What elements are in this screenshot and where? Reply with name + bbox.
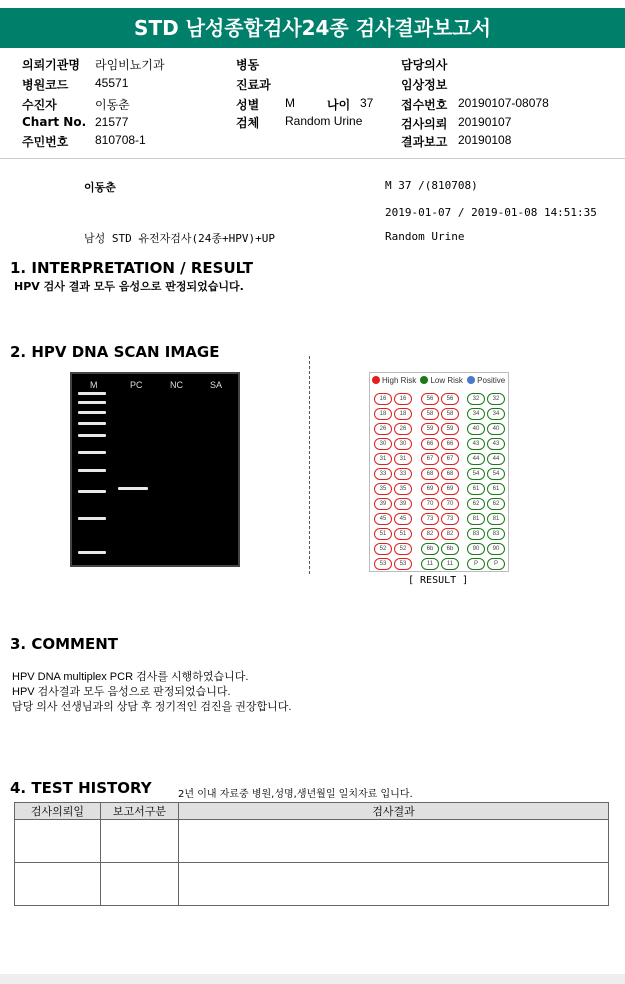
divider	[0, 158, 625, 173]
chip-well: 70	[421, 498, 439, 510]
chip-well: 82	[441, 528, 459, 540]
info-value: 20190108	[458, 133, 512, 147]
comment-block	[12, 670, 291, 715]
chip-well: 90	[487, 543, 505, 555]
info-value: 20190107	[458, 115, 512, 129]
chip-well: 81	[467, 513, 485, 525]
table-row	[15, 820, 609, 863]
low-risk-dot-icon	[420, 376, 428, 384]
chip-well: 6b	[441, 543, 459, 555]
info-value: 810708-1	[95, 133, 146, 147]
chip-well: 53	[394, 558, 412, 570]
report-title: STD 남성종합검사24종 검사결과보고서	[0, 8, 625, 48]
patient-dates: 2019-01-07 / 2019-01-08 14:51:35	[385, 206, 597, 219]
chip-well: P	[467, 558, 485, 570]
chip-well: 44	[467, 453, 485, 465]
positive-dot-icon	[467, 376, 475, 384]
chip-well: 52	[394, 543, 412, 555]
chip-well: P	[487, 558, 505, 570]
history-header: 검사결과	[179, 803, 609, 820]
info-value: 45571	[95, 76, 129, 90]
section-title-scan: 2. HPV DNA SCAN IMAGE	[10, 343, 220, 361]
chip-legend	[372, 376, 505, 385]
info-value: 20190107-08078	[458, 96, 549, 110]
legend-high: High Risk	[382, 376, 417, 385]
history-note: 2년 이내 자료중 병원,성명,생년월일 일치자료 입니다.	[178, 789, 413, 800]
chip-well: 73	[421, 513, 439, 525]
chip-well: 32	[487, 393, 505, 405]
gel-band	[78, 434, 106, 437]
result-summary: HPV 검사 결과 모두 음성으로 판정되었습니다.	[14, 280, 244, 293]
chip-well: 83	[487, 528, 505, 540]
legend-pos: Positive	[477, 376, 506, 385]
chip-well: 34	[487, 408, 505, 420]
footer-bar	[0, 974, 625, 984]
chip-well: 51	[394, 528, 412, 540]
specimen: Random Urine	[385, 230, 465, 243]
table-cell	[101, 863, 179, 906]
chip-well: 73	[441, 513, 459, 525]
chip-well: 43	[467, 438, 485, 450]
chip-well: 39	[394, 498, 412, 510]
chip-well: 18	[394, 408, 412, 420]
chip-well: 56	[441, 393, 459, 405]
chip-well: 81	[487, 513, 505, 525]
high-risk-dot-icon	[372, 376, 380, 384]
chip-well: 45	[374, 513, 392, 525]
gel-band	[78, 490, 106, 493]
lane-label: NC	[170, 380, 183, 390]
chip-well: 35	[394, 483, 412, 495]
chip-well: 59	[421, 423, 439, 435]
info-label: 결과보고	[401, 135, 448, 149]
chip-well: 61	[487, 483, 505, 495]
gel-band	[78, 411, 106, 414]
info-value: 37	[360, 96, 374, 110]
comment-line: HPV 검사결과 모두 음성으로 판정되었습니다.	[12, 686, 231, 698]
info-label: 접수번호	[401, 98, 448, 112]
chip-well: 11	[421, 558, 439, 570]
info-label: 성별	[236, 98, 260, 112]
chip-well: 11	[441, 558, 459, 570]
hpv-chip-image	[369, 372, 509, 572]
gel-band-pc	[118, 487, 148, 490]
lane-label: M	[90, 380, 98, 390]
chip-well: 69	[421, 483, 439, 495]
chip-well: 44	[487, 453, 505, 465]
chip-well: 68	[421, 468, 439, 480]
chip-well: 26	[394, 423, 412, 435]
chip-well: 18	[374, 408, 392, 420]
chip-well: 30	[374, 438, 392, 450]
gel-band	[78, 469, 106, 472]
table-cell	[179, 820, 609, 863]
comment-line: 담당 의사 선생님과의 상담 후 정기적인 검진을 권장합니다.	[12, 701, 292, 713]
chip-well: 52	[374, 543, 392, 555]
legend-low: Low Risk	[430, 376, 463, 385]
info-label: 의뢰기관명	[22, 58, 80, 72]
info-label: 검체	[236, 116, 260, 130]
chip-well: 45	[394, 513, 412, 525]
table-row	[15, 863, 609, 906]
chip-well: 40	[487, 423, 505, 435]
section-title-comment: 3. COMMENT	[10, 635, 119, 653]
lane-label: SA	[210, 380, 223, 390]
chip-well: 82	[421, 528, 439, 540]
table-cell	[15, 863, 101, 906]
dashed-divider	[309, 356, 310, 574]
history-table	[14, 802, 609, 906]
chip-well: 69	[441, 483, 459, 495]
chip-well: 33	[394, 468, 412, 480]
chip-well: 68	[441, 468, 459, 480]
info-label: 수진자	[22, 98, 57, 112]
chip-well: 58	[421, 408, 439, 420]
info-value: 라임비뇨기과	[95, 58, 165, 72]
chip-well: 43	[487, 438, 505, 450]
chip-well: 90	[467, 543, 485, 555]
chip-well: 35	[374, 483, 392, 495]
chip-well: 34	[467, 408, 485, 420]
chip-well: 62	[467, 498, 485, 510]
info-label: 검사의뢰	[401, 117, 448, 131]
chip-well: 56	[421, 393, 439, 405]
gel-band	[78, 451, 106, 454]
info-label: 진료과	[236, 78, 271, 92]
section-title-history: 4. TEST HISTORY	[10, 779, 152, 797]
chip-well: 58	[441, 408, 459, 420]
section-title-interpretation: 1. INTERPRETATION / RESULT	[10, 259, 253, 277]
chip-well: 54	[487, 468, 505, 480]
chip-well: 61	[467, 483, 485, 495]
table-cell	[179, 863, 609, 906]
history-header: 보고서구분	[101, 803, 179, 820]
chip-well: 70	[441, 498, 459, 510]
chip-well: 53	[374, 558, 392, 570]
info-label: 주민번호	[22, 135, 69, 149]
chip-well: 31	[394, 453, 412, 465]
chip-well: 40	[467, 423, 485, 435]
patient-info-block	[22, 52, 622, 152]
info-label: 병동	[236, 58, 260, 72]
gel-band	[78, 517, 106, 520]
chip-well: 66	[421, 438, 439, 450]
comment-line: HPV DNA multiplex PCR 검사를 시행하였습니다.	[12, 671, 249, 683]
chip-well: 83	[467, 528, 485, 540]
chip-well: 30	[394, 438, 412, 450]
table-cell	[101, 820, 179, 863]
patient-name: 이동춘	[84, 181, 116, 194]
chip-well: 67	[441, 453, 459, 465]
history-header: 검사의뢰일	[15, 803, 101, 820]
chip-well: 16	[394, 393, 412, 405]
chip-well: 59	[441, 423, 459, 435]
chip-well: 32	[467, 393, 485, 405]
gel-band	[78, 551, 106, 554]
chip-well: 16	[374, 393, 392, 405]
gel-image	[70, 372, 240, 567]
info-label: 병원코드	[22, 78, 69, 92]
chip-well: 31	[374, 453, 392, 465]
info-value: Random Urine	[285, 114, 363, 128]
chip-well: 67	[421, 453, 439, 465]
chip-well: 33	[374, 468, 392, 480]
info-value: 이동춘	[95, 98, 130, 112]
patient-sex-age: M 37 /(810708)	[385, 179, 478, 192]
lane-label: PC	[130, 380, 143, 390]
test-name: 남성 STD 유전자검사(24종+HPV)+UP	[84, 232, 275, 245]
info-label: 담당의사	[401, 58, 448, 72]
chip-well: 39	[374, 498, 392, 510]
gel-band	[78, 392, 106, 395]
info-label: Chart No.	[22, 115, 87, 129]
chip-well: 51	[374, 528, 392, 540]
info-label: 나이	[327, 98, 351, 112]
chip-well: 54	[467, 468, 485, 480]
chip-well: 62	[487, 498, 505, 510]
chip-well: 66	[441, 438, 459, 450]
gel-band	[78, 422, 106, 425]
info-value: M	[285, 96, 295, 110]
chip-well: 26	[374, 423, 392, 435]
info-value: 21577	[95, 115, 129, 129]
table-cell	[15, 820, 101, 863]
info-label: 임상정보	[401, 78, 448, 92]
chip-well: 6b	[421, 543, 439, 555]
chip-caption: [ RESULT ]	[408, 575, 469, 586]
gel-band	[78, 401, 106, 404]
